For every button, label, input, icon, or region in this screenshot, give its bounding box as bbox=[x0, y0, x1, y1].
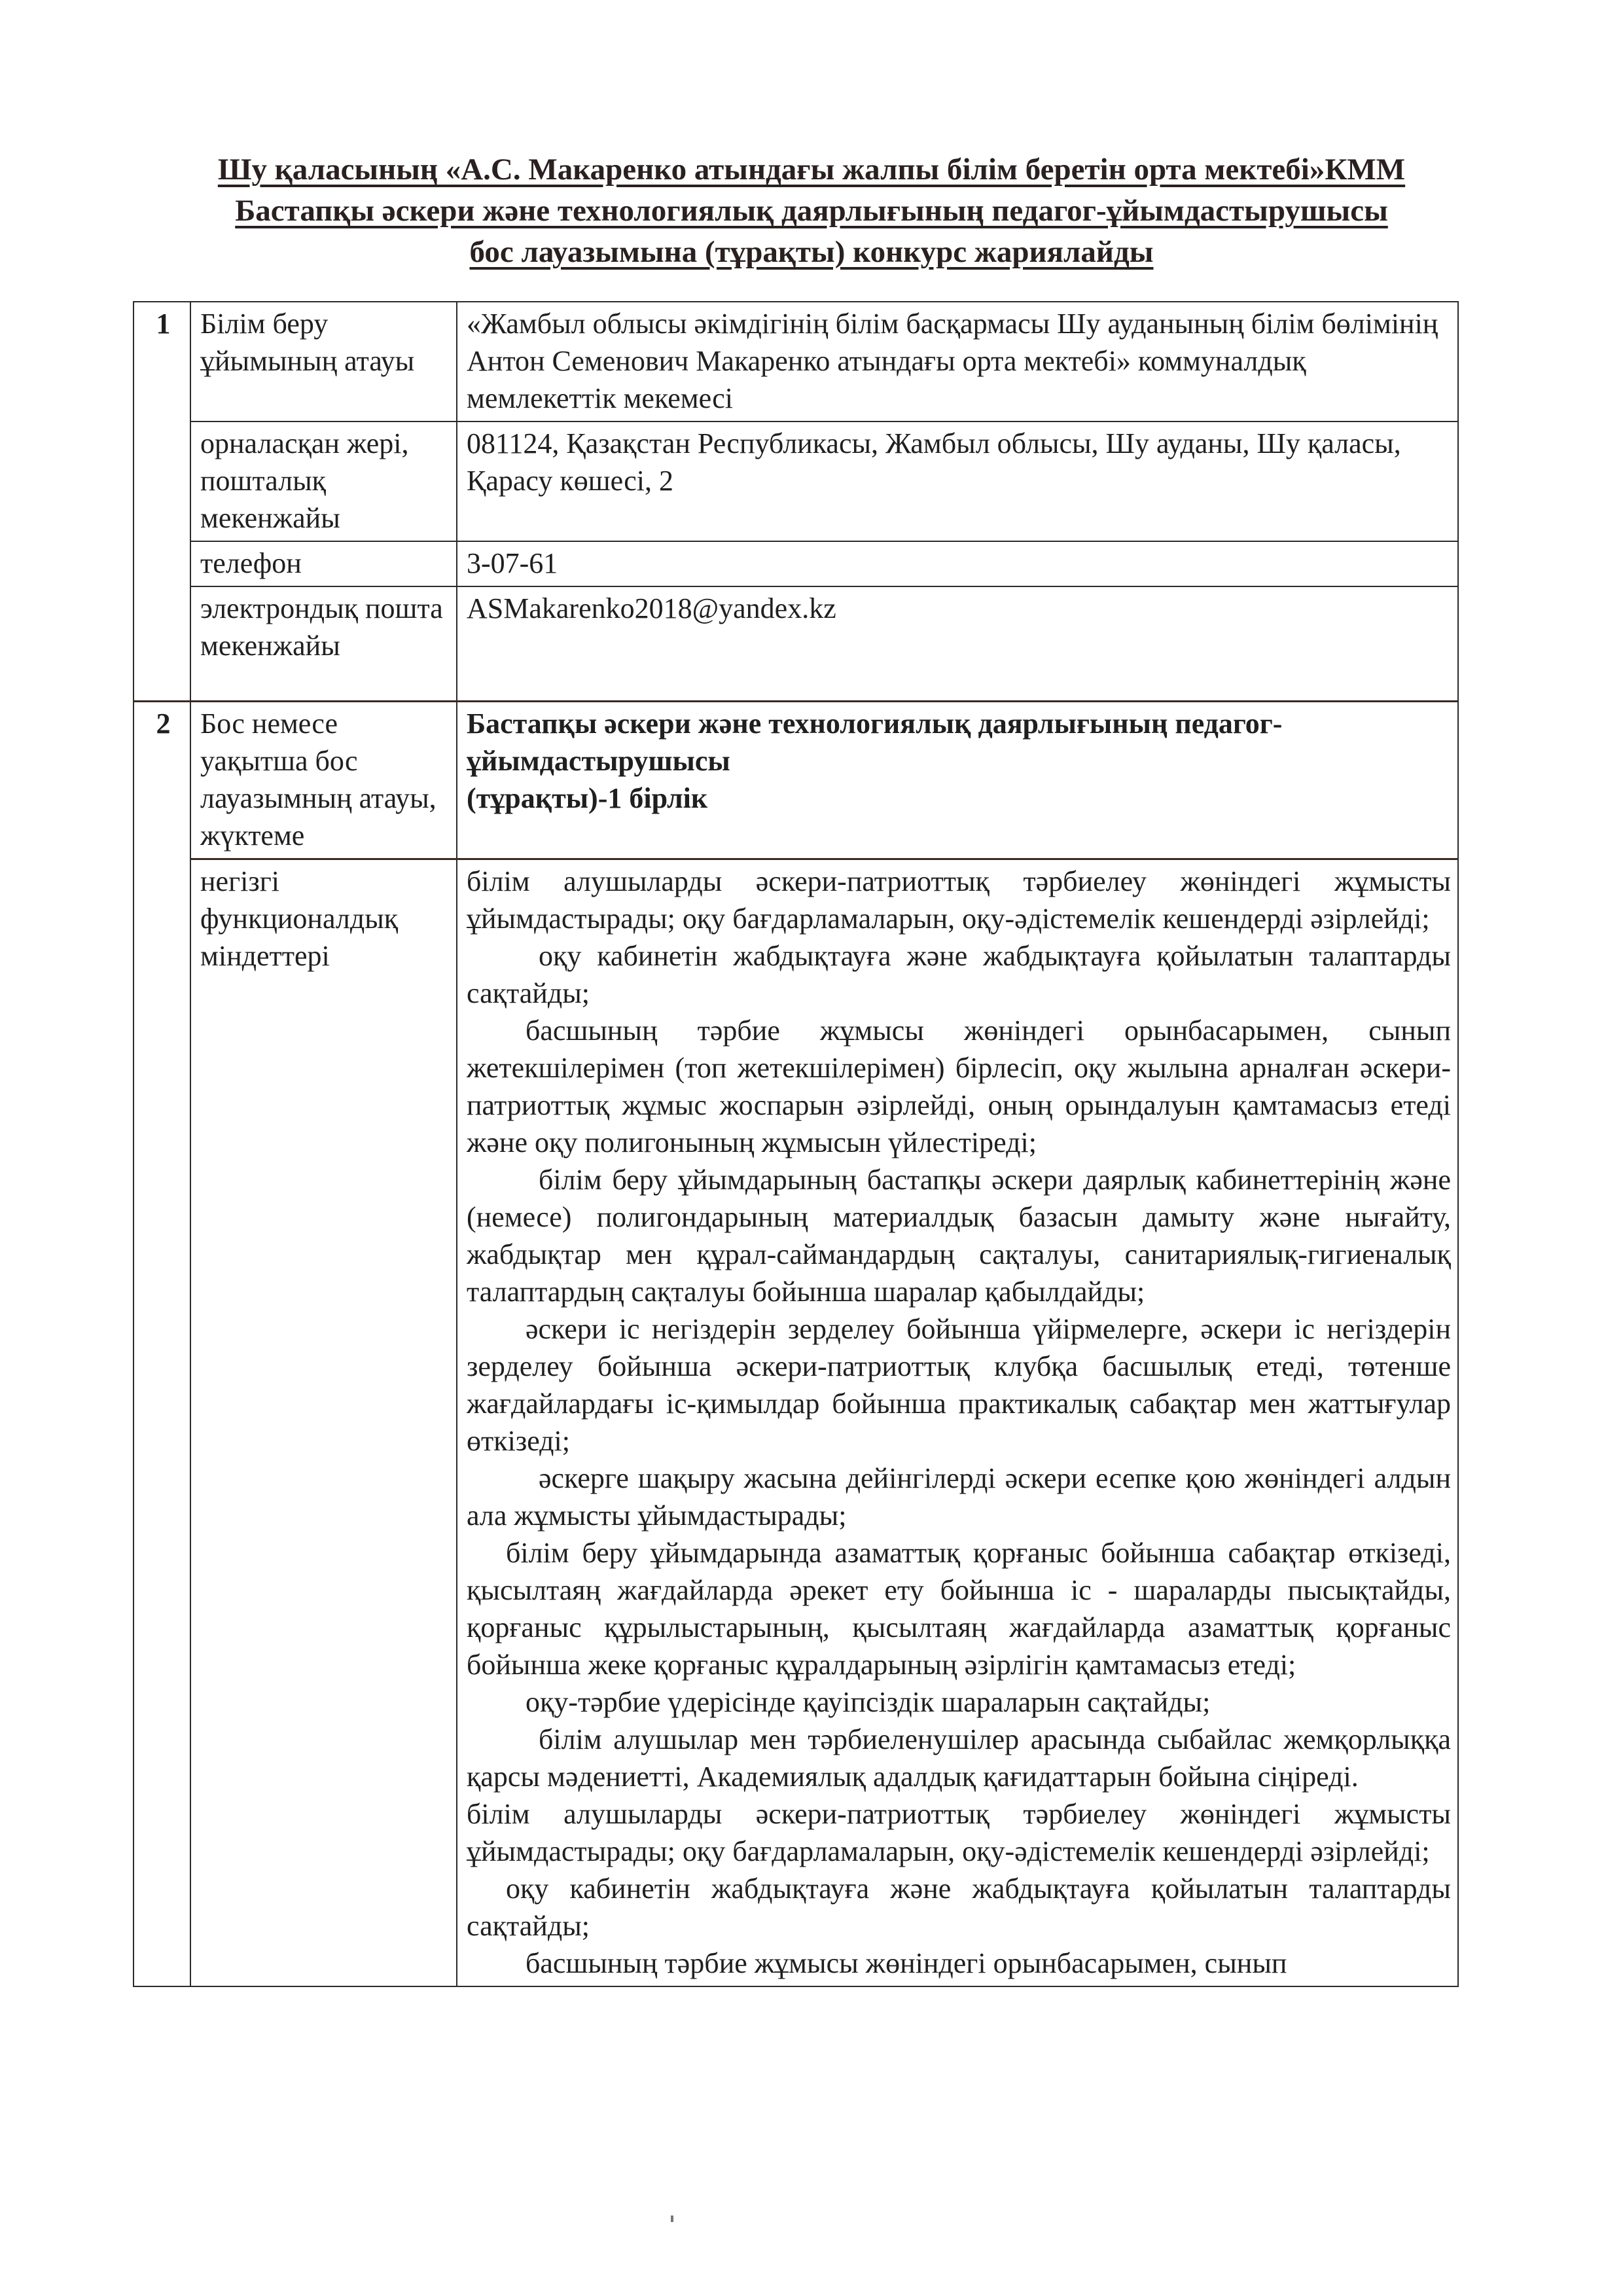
duty-item: білім беру ұйымдарының бастапқы әскери даярлық кабинеттерінің және (немесе) полигондарының материалдық базасын дамыту және нығайту, жабдықтар мен құрал-саймандардың сақталуы, санитариялық-гигиеналық талаптардың сақталуы бойынша шаралар қабылдайды; bbox=[467, 1163, 1451, 1308]
duty-item: оқу-тәрбие үдерісінде қауіпсіздік шараларын сақтайды; bbox=[526, 1685, 1211, 1718]
position-title bbox=[457, 701, 1458, 859]
address-label: орналасқан жері, пошталық мекенжайы bbox=[190, 422, 457, 541]
address-value: 081124, Қазақстан Республикасы, Жамбыл облысы, Шу ауданы, Шу қаласы, Қарасу көшесі, 2 bbox=[457, 422, 1458, 541]
title-line-3: бос лауазымына (тұрақты) конкурс жариялайды bbox=[469, 235, 1154, 269]
vacancy-table bbox=[133, 301, 1459, 1987]
phone-value: 3-07-61 bbox=[457, 541, 1458, 586]
row-number-1: 1 bbox=[134, 302, 190, 701]
table-row-address bbox=[134, 422, 1458, 541]
duty-item: оқу кабинетін жабдықтауға және жабдықтауға қойылатын талаптарды сақтайды; bbox=[467, 1872, 1451, 1942]
table-row-phone bbox=[134, 541, 1458, 586]
duty-item: білім алушыларды әскери-патриоттық тәрбиелеу жөніндегі жұмысты ұйымдастырады; оқу бағдарламаларын, оқу-әдістемелік кешендерді әзірлейді; bbox=[467, 865, 1451, 935]
duty-item: басшының тәрбие жұмысы жөніндегі орынбасарымен, сынып bbox=[526, 1946, 1287, 1979]
position-title-line-1: Бастапқы әскери және технологиялық даярлығының педагог-ұйымдастырушысы bbox=[467, 707, 1283, 777]
duty-item: білім алушылар мен тәрбиеленушілер арасында сыбайлас жемқорлыққа қарсы мәдениетті, Академиялық адалдық қағидаттарын бойына сіңіреді. bbox=[467, 1723, 1451, 1793]
duty-item: әскерге шақыру жасына дейінгілерді әскери есепке қою жөніндегі алдын ала жұмысты ұйымдастырады; bbox=[467, 1462, 1451, 1532]
email-value[interactable]: ASMakarenko2018@yandex.kz bbox=[457, 586, 1458, 701]
table-row-org-name bbox=[134, 302, 1458, 422]
position-label: Бос немесе уақытша бос лауазымның атауы, жүктеме bbox=[190, 701, 457, 859]
duties-label: негізгі функционалдық міндеттері bbox=[190, 859, 457, 1986]
phone-label: телефон bbox=[190, 541, 457, 586]
email-label: электрондық пошта мекенжайы bbox=[190, 586, 457, 701]
duties-list bbox=[457, 859, 1458, 1986]
position-title-line-2: (тұрақты)-1 бірлік bbox=[467, 781, 708, 814]
duty-item: білім алушыларды әскери-патриоттық тәрбиелеу жөніндегі жұмысты ұйымдастырады; оқу бағдарламаларын, оқу-әдістемелік кешендерді әзірлейді; bbox=[467, 1797, 1451, 1867]
title-line-1: Шу қаласының «А.С. Макаренко атындағы жалпы білім беретін орта мектебі»КММ bbox=[217, 152, 1406, 187]
row-number-2: 2 bbox=[134, 701, 190, 1986]
table-row-email bbox=[134, 586, 1458, 701]
org-name-label: Білім беру ұйымының атауы bbox=[190, 302, 457, 422]
title-line-2: Бастапқы әскери және технологиялық даярлығының педагог-ұйымдастырушысы bbox=[235, 194, 1388, 228]
table-row-duties bbox=[134, 859, 1458, 1986]
duty-item: басшының тәрбие жұмысы жөніндегі орынбасарымен, сынып жетекшілерімен (топ жетекшілерімен) бірлесіп, оқу жылына арналған әскери-патриоттық жұмыс жоспарын әзірлейді, оның орындалуын қамтамасыз етеді және оқу полигонының жұмысын үйлестіреді; bbox=[467, 1014, 1451, 1158]
duty-item: оқу кабинетін жабдықтауға және жабдықтауға қойылатын талаптарды сақтайды; bbox=[467, 939, 1451, 1009]
duty-item: әскери іс негіздерін зерделеу бойынша үйірмелерге, әскери іс негіздерін зерделеу бойынша әскери-патриоттық клубқа басшылық етеді, төтенше жағдайлардағы іс-қимылдар бойынша практикалық сабақтар мен жаттығулар өткізеді; bbox=[467, 1312, 1451, 1457]
org-name-value: «Жамбыл облысы әкімдігінің білім басқармасы Шу ауданының білім бөлімінің Антон Семенович Макаренко атындағы орта мектебі» коммуналдық мемлекеттік мекемесі bbox=[457, 302, 1458, 422]
duty-item: білім беру ұйымдарында азаматтық қорғаныс бойынша сабақтар өткізеді, қысылтаяң жағдайларда әрекет ету бойынша іс - шараларды пысықтайды, қорғаныс құрылыстарының, қысылтаяң жағдайларда азаматтық қорғаныс бойынша жеке қорғаныс құралдарының әзірлігін қамтамасыз етеді; bbox=[467, 1536, 1451, 1681]
document-title bbox=[131, 149, 1492, 273]
scan-speck bbox=[671, 2215, 673, 2222]
table-row-position bbox=[134, 701, 1458, 859]
